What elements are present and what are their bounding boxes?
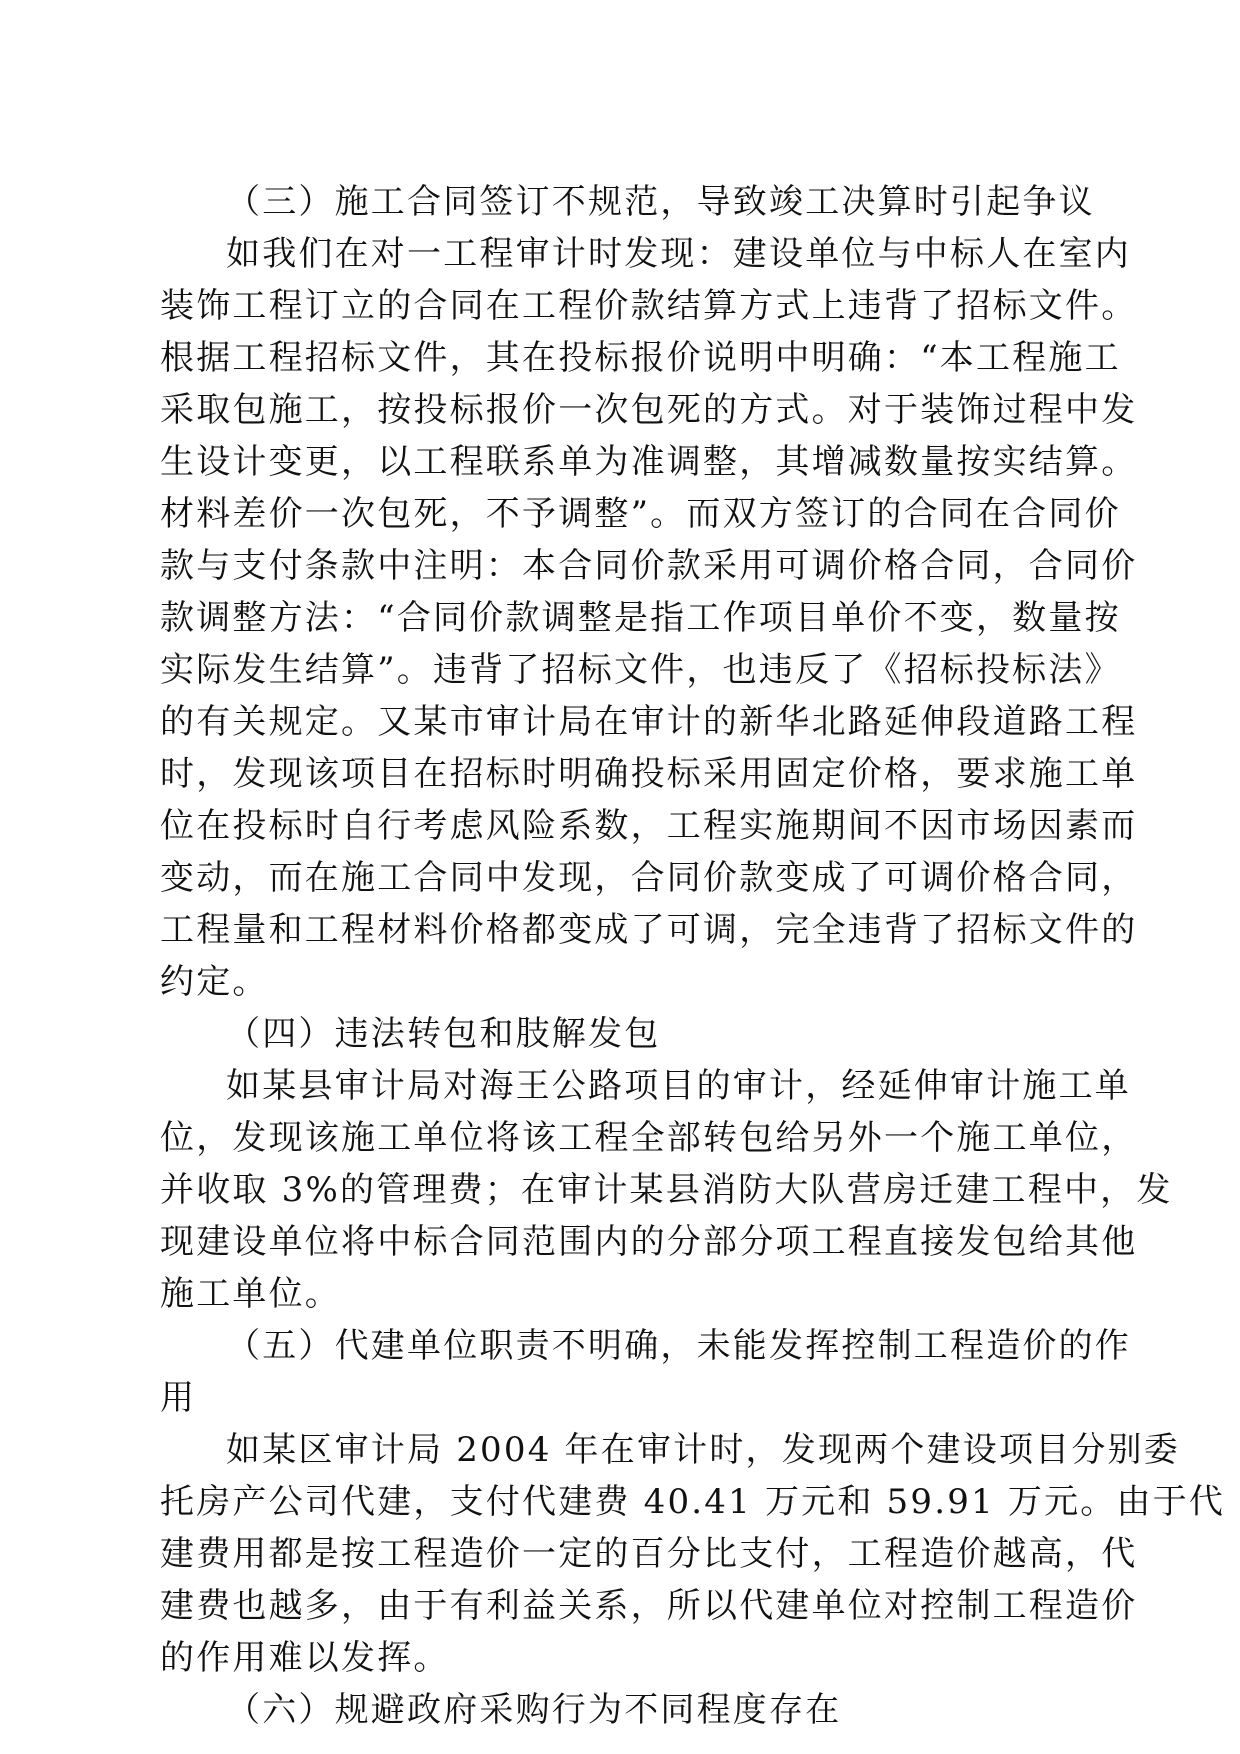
paragraph-line: 生设计变更，以工程联系单为准调整，其增减数量按实结算。 [160,442,1138,482]
paragraph-line: 施工单位。 [160,1274,341,1314]
paragraph-line: 根据工程招标文件，其在投标报价说明中明确：“本工程施工 [160,338,1121,378]
section-heading-3: （三）施工合同签订不规范，导致竣工决算时引起争议 [226,182,1095,222]
paragraph-line: 款与支付条款中注明：本合同价款采用可调价格合同，合同价 [160,546,1138,586]
paragraph-line: 实际发生结算”。违背了招标文件，也违反了《招标投标法》 [160,650,1121,690]
paragraph-line: 并收取 3%的管理费；在审计某县消防大队营房迁建工程中，发 [160,1170,1173,1210]
paragraph-line: 建费用都是按工程造价一定的百分比支付，工程造价越高，代 [160,1534,1138,1574]
paragraph-line: 款调整方法：“合同价款调整是指工作项目单价不变，数量按 [160,598,1121,638]
paragraph-line: 时，发现该项目在招标时明确投标采用固定价格，要求施工单 [160,754,1138,794]
paragraph-line: 的有关规定。又某市审计局在审计的新华北路延伸段道路工程 [160,702,1138,742]
paragraph-line: 托房产公司代建，支付代建费 40.41 万元和 59.91 万元。由于代 [160,1482,1226,1522]
paragraph-line: 采取包施工，按投标报价一次包死的方式。对于装饰过程中发 [160,390,1138,430]
section-heading-5-continued: 用 [160,1378,197,1418]
section-heading-5: （五）代建单位职责不明确，未能发挥控制工程造价的作 [226,1326,1131,1366]
paragraph-line: 装饰工程订立的合同在工程价款结算方式上违背了招标文件。 [160,286,1138,326]
paragraph-line: 工程量和工程材料价格都变成了可调，完全违背了招标文件的 [160,910,1138,950]
paragraph-line: 的作用难以发挥。 [160,1638,450,1678]
paragraph-line: 材料差价一次包死，不予调整”。而双方签订的合同在合同价 [160,494,1121,534]
paragraph-line: 现建设单位将中标合同范围内的分部分项工程直接发包给其他 [160,1222,1138,1262]
paragraph-line: 如我们在对一工程审计时发现：建设单位与中标人在室内 [226,234,1131,274]
section-heading-6: （六）规避政府采购行为不同程度存在 [226,1690,842,1730]
paragraph-line: 约定。 [160,962,269,1002]
paragraph-line: 如某县审计局对海王公路项目的审计，经延伸审计施工单 [226,1066,1131,1106]
paragraph-line: 建费也越多，由于有利益关系，所以代建单位对控制工程造价 [160,1586,1138,1626]
paragraph-line: 变动，而在施工合同中发现，合同价款变成了可调价格合同， [160,858,1138,898]
section-heading-4: （四）违法转包和肢解发包 [226,1014,661,1054]
paragraph-line: 位，发现该施工单位将该工程全部转包给另外一个施工单位， [160,1118,1138,1158]
paragraph-line: 如某区审计局 2004 年在审计时，发现两个建设项目分别委 [226,1430,1180,1470]
paragraph-line: 位在投标时自行考虑风险系数，工程实施期间不因市场因素而 [160,806,1138,846]
